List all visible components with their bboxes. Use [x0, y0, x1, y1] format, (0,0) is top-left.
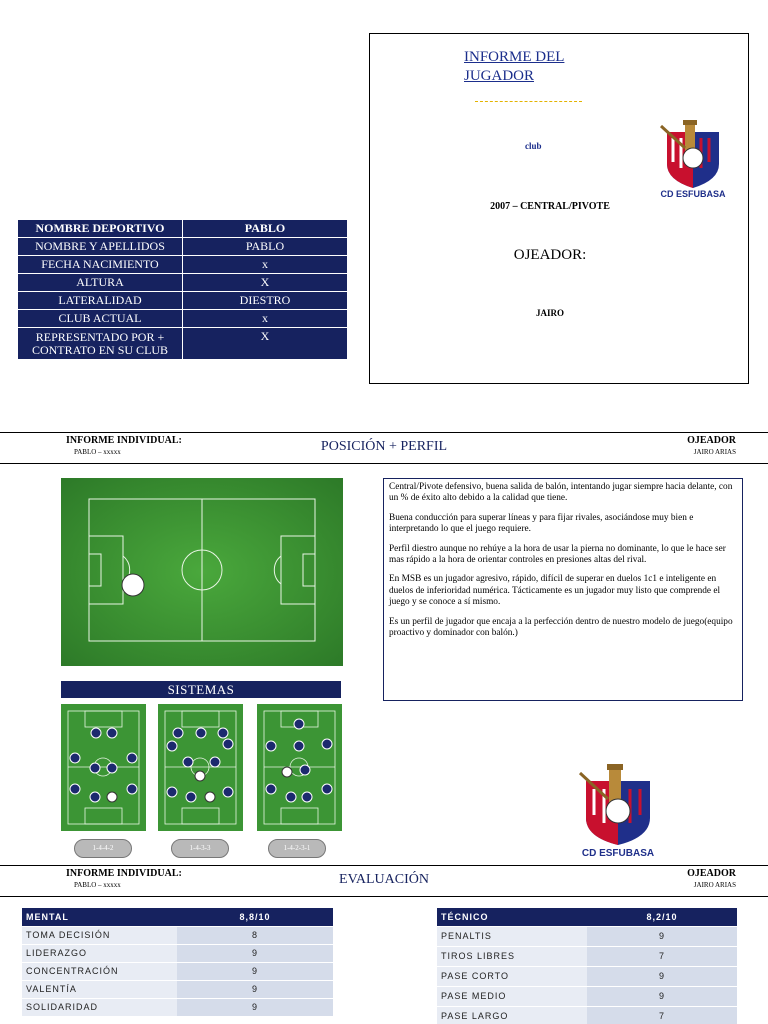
attribute-name: PASE CORTO	[437, 966, 587, 986]
table-row	[22, 962, 333, 980]
attribute-value: 9	[177, 944, 333, 962]
description-paragraph: En MSB es un jugador agresivo, rápido, difícil de superar en duelos 1c1 e inteligente en duelos de inferioridad numérica. Tácticamente es un jugador muy listo que comprende el juego y se conoce a sí mismo.	[389, 574, 721, 608]
club-crest-logo-small	[576, 763, 660, 858]
attribute-name: LIDERAZGO	[22, 944, 177, 962]
attribute-value: 9	[177, 962, 333, 980]
table-header-row	[437, 908, 737, 926]
table-row	[18, 310, 348, 328]
system-button-1[interactable]: 1-4-4-2	[74, 839, 132, 858]
section-header-evaluation	[0, 865, 768, 897]
description-paragraph: Buena conducción para superar líneas y para fijar rivales, asociándose muy bien e interpretando lo que el juego requiere.	[389, 512, 694, 535]
player-profile-table	[17, 219, 348, 360]
table-row	[437, 1006, 737, 1024]
attribute-value: 7	[587, 946, 737, 966]
club-label: club	[525, 141, 542, 151]
formation-diagram-1	[61, 704, 146, 831]
profile-value: x	[183, 256, 348, 274]
formation-diagram-2	[158, 704, 243, 831]
description-paragraph: Es un perfil de jugador que encaja a la perfección dentro de nuestro modelo de juego(equipo proactivo y dominador con balón.)	[389, 616, 733, 639]
scout-label: OJEADOR:	[513, 247, 587, 263]
profile-label: NOMBRE DEPORTIVO	[18, 220, 183, 238]
football-pitch-diagram	[61, 478, 343, 666]
profile-label: REPRESENTADO POR + CONTRATO EN SU CLUB	[18, 328, 183, 360]
table-row	[437, 966, 737, 986]
player-name-label: PABLO – xxxxx	[74, 881, 121, 889]
profile-value: PABLO	[183, 220, 348, 238]
profile-label: NOMBRE Y APELLIDOS	[18, 238, 183, 256]
section-header-position	[0, 432, 768, 464]
report-type-label: INFORME INDIVIDUAL:	[66, 435, 182, 446]
table-row	[18, 328, 348, 360]
attribute-value: 9	[587, 966, 737, 986]
table-row	[18, 220, 348, 238]
table-row	[437, 986, 737, 1006]
report-type-label: INFORME INDIVIDUAL:	[66, 868, 182, 879]
attribute-name: PASE MEDIO	[437, 986, 587, 1006]
attribute-value: 9	[177, 980, 333, 998]
technical-evaluation-table	[437, 908, 737, 1024]
systems-title: SISTEMAS	[61, 681, 341, 698]
title-underline	[475, 101, 582, 102]
profile-value: X	[183, 274, 348, 292]
table-header-row	[22, 908, 333, 926]
mental-evaluation-table	[22, 908, 333, 1017]
attribute-name: PASE LARGO	[437, 1006, 587, 1024]
attribute-name: PENALTIS	[437, 926, 587, 946]
scout-name: JAIRO ARIAS	[693, 881, 736, 889]
attribute-value: 9	[177, 998, 333, 1016]
table-row	[22, 980, 333, 998]
attribute-name: CONCENTRACIÓN	[22, 962, 177, 980]
svg-text:CD ESFUBASA: CD ESFUBASA	[581, 848, 655, 858]
table-row	[18, 292, 348, 310]
category-header: TÉCNICO	[437, 908, 587, 926]
player-position-marker	[122, 574, 144, 596]
profile-value: PABLO	[183, 238, 348, 256]
table-row	[22, 944, 333, 962]
attribute-value: 9	[587, 986, 737, 1006]
table-row	[18, 256, 348, 274]
description-paragraph: Perfil diestro aunque no rehúye a la hora de usar la pierna no dominante, lo que le hace ser mas rápido a la hora de orientar controles en presiones altas del rival.	[389, 543, 726, 566]
attribute-name: VALENTÍA	[22, 980, 177, 998]
report-title: INFORME DEL JUGADOR	[464, 49, 565, 84]
attribute-name: SOLIDARIDAD	[22, 998, 177, 1016]
profile-label: CLUB ACTUAL	[18, 310, 183, 328]
attribute-value: 9	[587, 926, 737, 946]
description-paragraph: Central/Pivote defensivo, buena salida de balón, intentando jugar siempre hacia delante, con un % de éxito alto debido a la calidad que tiene.	[389, 482, 733, 504]
table-row	[18, 238, 348, 256]
category-header: MENTAL	[22, 908, 177, 926]
season-position: 2007 – CENTRAL/PIVOTE	[490, 201, 610, 212]
attribute-value: 7	[587, 1006, 737, 1024]
svg-text:CD ESFUBASA: CD ESFUBASA	[660, 189, 726, 198]
scout-title: OJEADOR	[687, 435, 736, 446]
system-button-3[interactable]: 1-4-2-3-1	[268, 839, 326, 858]
club-crest-logo	[657, 118, 729, 198]
profile-value: DIESTRO	[183, 292, 348, 310]
section-title: POSICIÓN + PERFIL	[320, 439, 448, 454]
table-row	[437, 946, 737, 966]
profile-value: x	[183, 310, 348, 328]
profile-value: X	[183, 328, 348, 360]
profile-label: LATERALIDAD	[18, 292, 183, 310]
table-row	[22, 926, 333, 944]
scout-name: JAIRO ARIAS	[693, 448, 736, 456]
table-row	[437, 926, 737, 946]
section-title: EVALUACIÓN	[339, 872, 429, 887]
category-score: 8,2/10	[587, 908, 737, 926]
table-row	[18, 274, 348, 292]
scout-title: OJEADOR	[687, 868, 736, 879]
scout-name: JAIRO	[535, 308, 564, 318]
attribute-name: TIROS LIBRES	[437, 946, 587, 966]
attribute-name: TOMA DECISIÓN	[22, 926, 177, 944]
attribute-value: 8	[177, 926, 333, 944]
profile-label: ALTURA	[18, 274, 183, 292]
table-row	[22, 998, 333, 1016]
system-button-2[interactable]: 1-4-3-3	[171, 839, 229, 858]
formation-diagram-3	[257, 704, 342, 831]
player-name-label: PABLO – xxxxx	[74, 448, 121, 456]
category-score: 8,8/10	[177, 908, 333, 926]
report-cover	[369, 33, 749, 384]
player-description	[383, 478, 743, 701]
profile-label: FECHA NACIMIENTO	[18, 256, 183, 274]
